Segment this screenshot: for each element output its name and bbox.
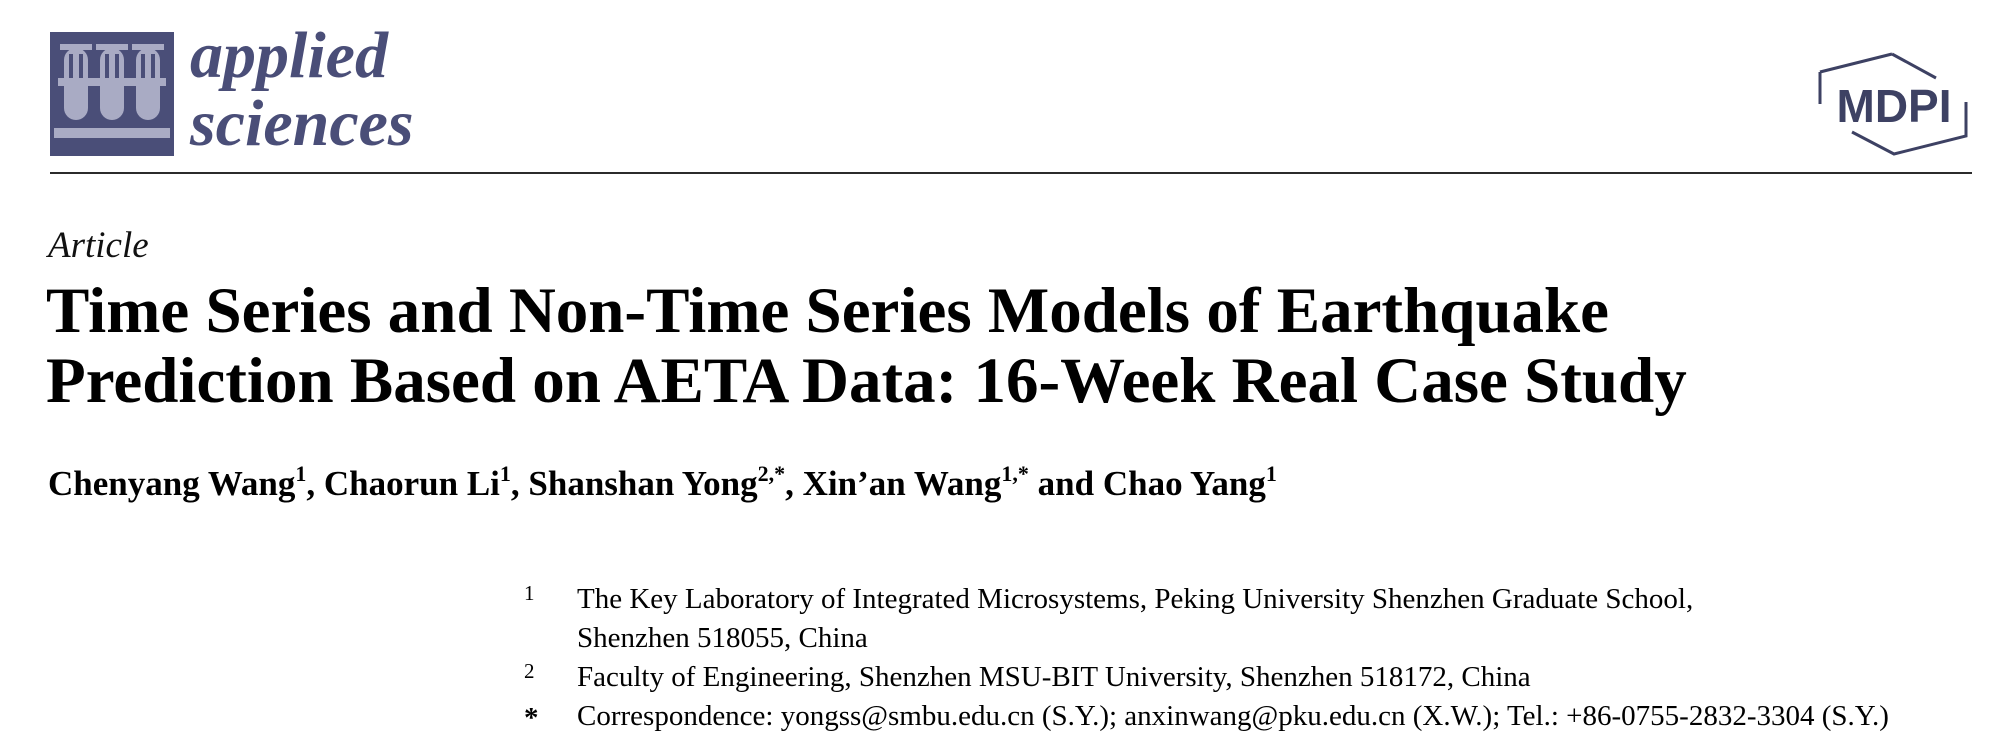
author-affiliation-mark: 1,* (1001, 461, 1029, 486)
article-title-line2: Prediction Based on AETA Data: 16-Week Real Case Study (46, 345, 1687, 417)
article-title (46, 276, 1946, 416)
correspondence-item (524, 697, 1984, 736)
affiliation-text: The Key Laboratory of Integrated Microsystems, Peking University Shenzhen Graduate School, (577, 583, 1694, 615)
affiliation-list (524, 580, 1984, 736)
author-affiliation-mark: 2,* (757, 461, 786, 486)
test-tubes-icon (50, 32, 174, 156)
author-separator: , (510, 464, 529, 503)
author-affiliation-mark: 1 (295, 461, 307, 486)
affiliation-mark: 1 (524, 581, 535, 605)
author-name[interactable]: Chao Yang (1102, 464, 1266, 503)
affiliation-item (524, 658, 1984, 697)
correspondence-mark: * (524, 702, 539, 734)
correspondence-text[interactable]: Correspondence: yongss@smbu.edu.cn (S.Y.); anxinwang@pku.edu.cn (X.W.); Tel.: +86-0755-2832-3304 (S.Y.) (577, 700, 1889, 732)
journal-name (190, 19, 414, 160)
publisher-name: MDPI (1836, 80, 1952, 132)
author-name[interactable]: Chaorun Li (323, 464, 500, 503)
mdpi-hexagon-logo (1814, 52, 1972, 156)
author-affiliation-mark: 1 (1265, 461, 1277, 486)
author-separator: and (1028, 464, 1103, 503)
author-name[interactable]: Shanshan Yong (528, 464, 758, 503)
affiliation-text: Faculty of Engineering, Shenzhen MSU-BIT University, Shenzhen 518172, China (577, 661, 1531, 693)
article-title-line1: Time Series and Non-Time Series Models of Earthquake (46, 275, 1610, 347)
author-list (48, 462, 1277, 506)
affiliation-text: Shenzhen 518055, China (577, 622, 868, 654)
author-affiliation-mark: 1 (499, 461, 511, 486)
author-name[interactable]: Chenyang Wang (48, 464, 296, 503)
article-type: Article (48, 225, 149, 266)
journal-name-line2: sciences (190, 87, 414, 160)
author-name[interactable]: Xin’an Wang (802, 464, 1002, 503)
affiliation-item (524, 580, 1984, 658)
author-separator: , (785, 464, 803, 503)
author-separator: , (306, 464, 324, 503)
affiliation-mark: 2 (524, 659, 535, 683)
header-rule (50, 172, 1972, 174)
journal-name-line1: applied (190, 19, 388, 92)
